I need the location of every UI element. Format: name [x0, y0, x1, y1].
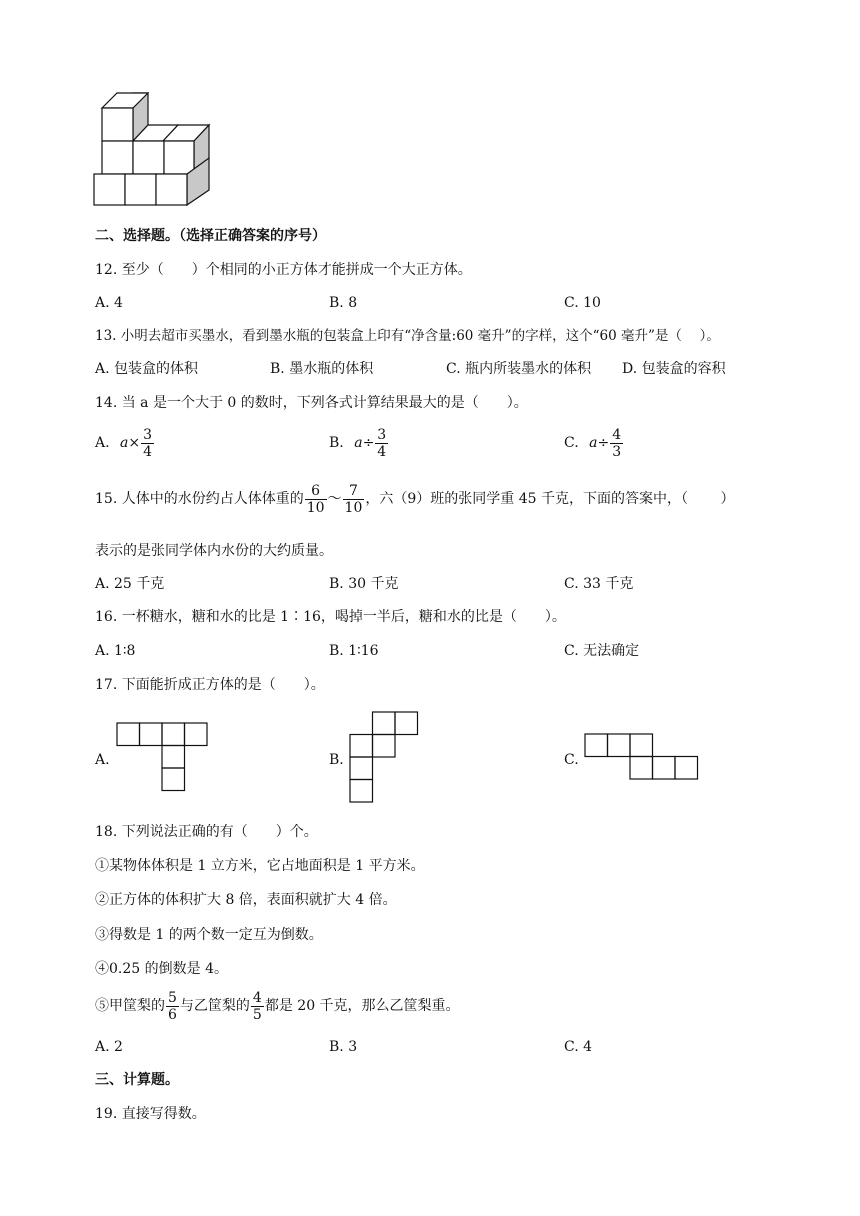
- q18-option-a: A. 2: [95, 1039, 123, 1055]
- q13-option-c: C. 瓶内所装墨水的体积: [446, 361, 592, 377]
- q14-option-a: [95, 424, 155, 462]
- q12-option-b: B. 8: [329, 295, 358, 311]
- q14-b-numerator: 3: [377, 426, 387, 443]
- section2-title: 二、选择题。（选择正确答案的序号）: [95, 228, 326, 244]
- q15-frac1-numerator: 6: [305, 483, 327, 500]
- q14-option-b: [329, 424, 389, 462]
- q17-option-c: C.: [564, 752, 579, 768]
- q15-frac2-numerator: 7: [343, 483, 365, 500]
- q18-statement-5: [95, 987, 460, 1025]
- q14-a-op: ×: [128, 435, 141, 451]
- q17-option-b: B.: [329, 752, 344, 768]
- q16-stem: 16. 一杯糖水，糖和水的比是 1∶16，喝掉一半后，糖和水的比是（ ）。: [95, 609, 566, 625]
- q14-b-label: B.: [329, 435, 344, 451]
- cube-stack-figure: [90, 88, 215, 208]
- q14-c-label: C.: [564, 435, 579, 451]
- q17-net-b: [350, 712, 422, 804]
- q12-option-a: A. 4: [95, 295, 123, 311]
- q14-c-var: a: [589, 435, 598, 451]
- q12-option-c: C. 10: [564, 295, 601, 311]
- q18-statement-2: ②正方体的体积扩大 8 倍，表面积就扩大 4 倍。: [95, 892, 397, 908]
- q18-statement-1: ①某物体体积是 1 立方米，它占地面积是 1 平方米。: [95, 858, 425, 874]
- q16-option-a: A. 1∶8: [95, 643, 136, 659]
- q14-b-op: ÷: [362, 435, 375, 451]
- q13-stem: 13. 小明去超市买墨水，看到墨水瓶的包装盒上印有“净含量:60 毫升”的字样，这个“60 毫升”是（ ）。: [95, 328, 720, 344]
- q14-a-numerator: 3: [143, 426, 153, 443]
- q15-frac2-denominator: 10: [344, 499, 363, 516]
- q14-c-numerator: 4: [612, 426, 622, 443]
- q15-fraction-2: [343, 483, 365, 516]
- q18-statement-4: ④0.25 的倒数是 4。: [95, 961, 228, 977]
- q12-stem: 12. 至少（ ）个相同的小正方体才能拼成一个大正方体。: [95, 262, 472, 278]
- q18-option-b: B. 3: [329, 1039, 358, 1055]
- q14-a-fraction: [141, 427, 154, 460]
- q14-a-var: a: [120, 435, 129, 451]
- q15-stem-line2: 表示的是张同学体内水份的大约质量。: [95, 543, 333, 559]
- q18-s5-part-c: 都是 20 千克，那么乙筐梨重。: [264, 998, 460, 1014]
- q14-option-c: [564, 424, 624, 462]
- q14-c-op: ÷: [597, 435, 610, 451]
- q14-c-fraction: [610, 427, 623, 460]
- q17-net-c: [585, 734, 701, 782]
- q15-stem-line1: [95, 480, 734, 518]
- q15-prefix: 15. 人体中的水份约占人体体重的: [95, 491, 304, 507]
- q18-stem: 18. 下列说法正确的有（ ）个。: [95, 824, 318, 840]
- q18-statement-3: ③得数是 1 的两个数一定互为倒数。: [95, 927, 323, 943]
- q16-option-c: C. 无法确定: [564, 643, 640, 659]
- q14-b-fraction: [375, 427, 388, 460]
- q17-net-a: [117, 723, 209, 793]
- section3-title: 三、计算题。: [95, 1072, 179, 1088]
- q18-s5-part-a: ⑤甲筐梨的: [95, 998, 165, 1014]
- q14-c-denominator: 3: [612, 443, 622, 460]
- q15-suffix: ，六（9）班的张同学重 45 千克，下面的答案中，（ ）: [365, 491, 735, 507]
- q13-option-b: B. 墨水瓶的体积: [270, 361, 374, 377]
- q17-option-a: A.: [95, 752, 110, 768]
- q16-option-b: B. 1∶16: [329, 643, 379, 659]
- q14-b-var: a: [354, 435, 363, 451]
- q14-stem: 14. 当 a 是一个大于 0 的数时，下列各式计算结果最大的是（ ）。: [95, 395, 528, 411]
- q17-stem: 17. 下面能折成正方体的是（ ）。: [95, 677, 325, 693]
- q13-option-a: A. 包装盒的体积: [95, 361, 199, 377]
- q15-tilde: ～: [327, 491, 342, 507]
- q18-s5-f2-numerator: 4: [252, 989, 262, 1006]
- q14-a-label: A.: [95, 435, 110, 451]
- q18-s5-fraction-2: [251, 990, 264, 1023]
- q18-s5-f2-denominator: 5: [252, 1006, 262, 1023]
- q15-fraction-1: [305, 483, 327, 516]
- q14-a-denominator: 4: [143, 443, 153, 460]
- q15-frac1-denominator: 10: [306, 499, 325, 516]
- q18-s5-f1-denominator: 6: [168, 1006, 177, 1023]
- q18-s5-f1-numerator: 5: [168, 989, 177, 1006]
- q14-b-denominator: 4: [377, 443, 387, 460]
- q13-option-d: D. 包装盒的容积: [622, 361, 726, 377]
- q18-s5-fraction-1: [166, 990, 179, 1023]
- q15-option-b: B. 30 千克: [329, 576, 399, 592]
- q18-s5-part-b: 与乙筐梨的: [179, 998, 250, 1014]
- q18-option-c: C. 4: [564, 1039, 593, 1055]
- q15-option-a: A. 25 千克: [95, 576, 165, 592]
- q19-stem: 19. 直接写得数。: [95, 1106, 206, 1122]
- q15-option-c: C. 33 千克: [564, 576, 634, 592]
